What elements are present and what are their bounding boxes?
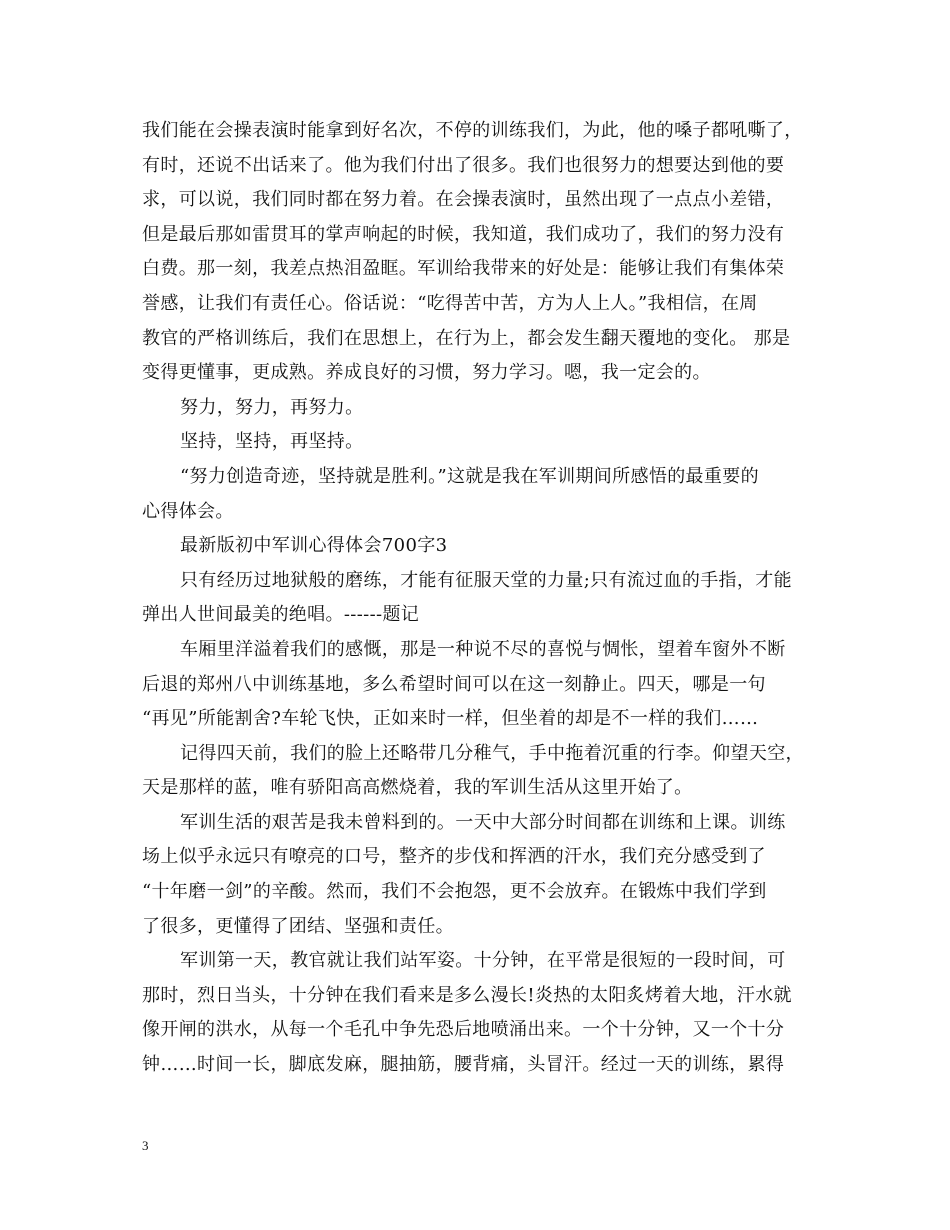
- text-line: 坚持，坚持，再坚持。: [180, 431, 364, 453]
- text-line: 那时，烈日当头，十分钟在我们看来是多么漫长!炎热的太阳炙烤着大地，汗水就: [142, 984, 792, 1006]
- text-line: “努力创造奇迹，坚持就是胜利。”这就是我在军训期间所感悟的最重要的: [180, 465, 759, 487]
- text-line: 心得体会。: [142, 500, 234, 522]
- text-line: 军训生活的艰苦是我未曾料到的。一天中大部分时间都在训练和上课。训练: [180, 811, 786, 833]
- text-line: 记得四天前，我们的脸上还略带几分稚气，手中拖着沉重的行李。仰望天空，: [180, 742, 804, 764]
- text-line: 白费。那一刻，我差点热泪盈眶。军训给我带来的好处是：能够让我们有集体荣: [142, 258, 785, 280]
- text-line: 我们能在会操表演时能拿到好名次，不停的训练我们，为此，他的嗓子都吼嘶了，: [142, 120, 803, 141]
- text-line: 后退的郑州八中训练基地，多么希望时间可以在这一刻静止。四天，哪是一句: [142, 673, 766, 695]
- text-line: 努力，努力，再努力。: [180, 396, 364, 418]
- section-heading: 最新版初中军训心得体会700字3: [180, 535, 448, 557]
- text-line: 变得更懂事，更成熟。养成良好的习惯，努力学习。嗯，我一定会的。: [142, 362, 711, 384]
- text-line: 有时，还说不出话来了。他为我们付出了很多。我们也很努力的想要达到他的要: [142, 154, 785, 176]
- text-line: “再见”所能割舍?车轮飞快，正如来时一样，但坐着的却是不一样的我们……: [142, 708, 759, 730]
- text-line: 像开闸的洪水，从每一个毛孔中争先恐后地喷涌出来。一个十分钟，又一个十分: [142, 1019, 785, 1041]
- text-line: 了很多，更懂得了团结、坚强和责任。: [142, 915, 454, 937]
- document-body: [142, 114, 810, 1083]
- text-line: 军训第一天，教官就让我们站军姿。十分钟，在平常是很短的一段时间，可: [180, 950, 786, 972]
- text-line: 弹出人世间最美的绝唱。------题记: [142, 604, 420, 626]
- text-line: 但是最后那如雷贯耳的掌声响起的时候，我知道，我们成功了，我们的努力没有: [142, 223, 785, 245]
- text-line: “十年磨一剑”的辛酸。然而，我们不会抱怨，更不会放弃。在锻炼中我们学到: [142, 881, 767, 903]
- text-line: 只有经历过地狱般的磨练，才能有征服天堂的力量;只有流过血的手指，才能: [180, 569, 792, 591]
- text-line: 车厢里洋溢着我们的感慨，那是一种说不尽的喜悦与惆怅，望着车窗外不断: [180, 638, 786, 660]
- text-line: 教官的严格训练后，我们在思想上，在行为上，都会发生翻天覆地的变化。 那是: [142, 327, 791, 349]
- text-line: 天是那样的蓝，唯有骄阳高高燃烧着，我的军训生活从这里开始了。: [142, 777, 693, 799]
- text-line: 场上似乎永远只有嘹亮的口号，整齐的步伐和挥洒的汗水，我们充分感受到了: [142, 846, 766, 868]
- page-number: 3: [142, 1138, 149, 1153]
- text-line: 誉感，让我们有责任心。俗话说：“吃得苦中苦，方为人上人。”我相信，在周: [142, 292, 758, 314]
- text-line: 求，可以说，我们同时都在努力着。在会操表演时，虽然出现了一点点小差错，: [142, 189, 785, 211]
- text-line: 钟……时间一长，脚底发麻，腿抽筋，腰背痛，头冒汗。经过一天的训练，累得: [142, 1054, 785, 1076]
